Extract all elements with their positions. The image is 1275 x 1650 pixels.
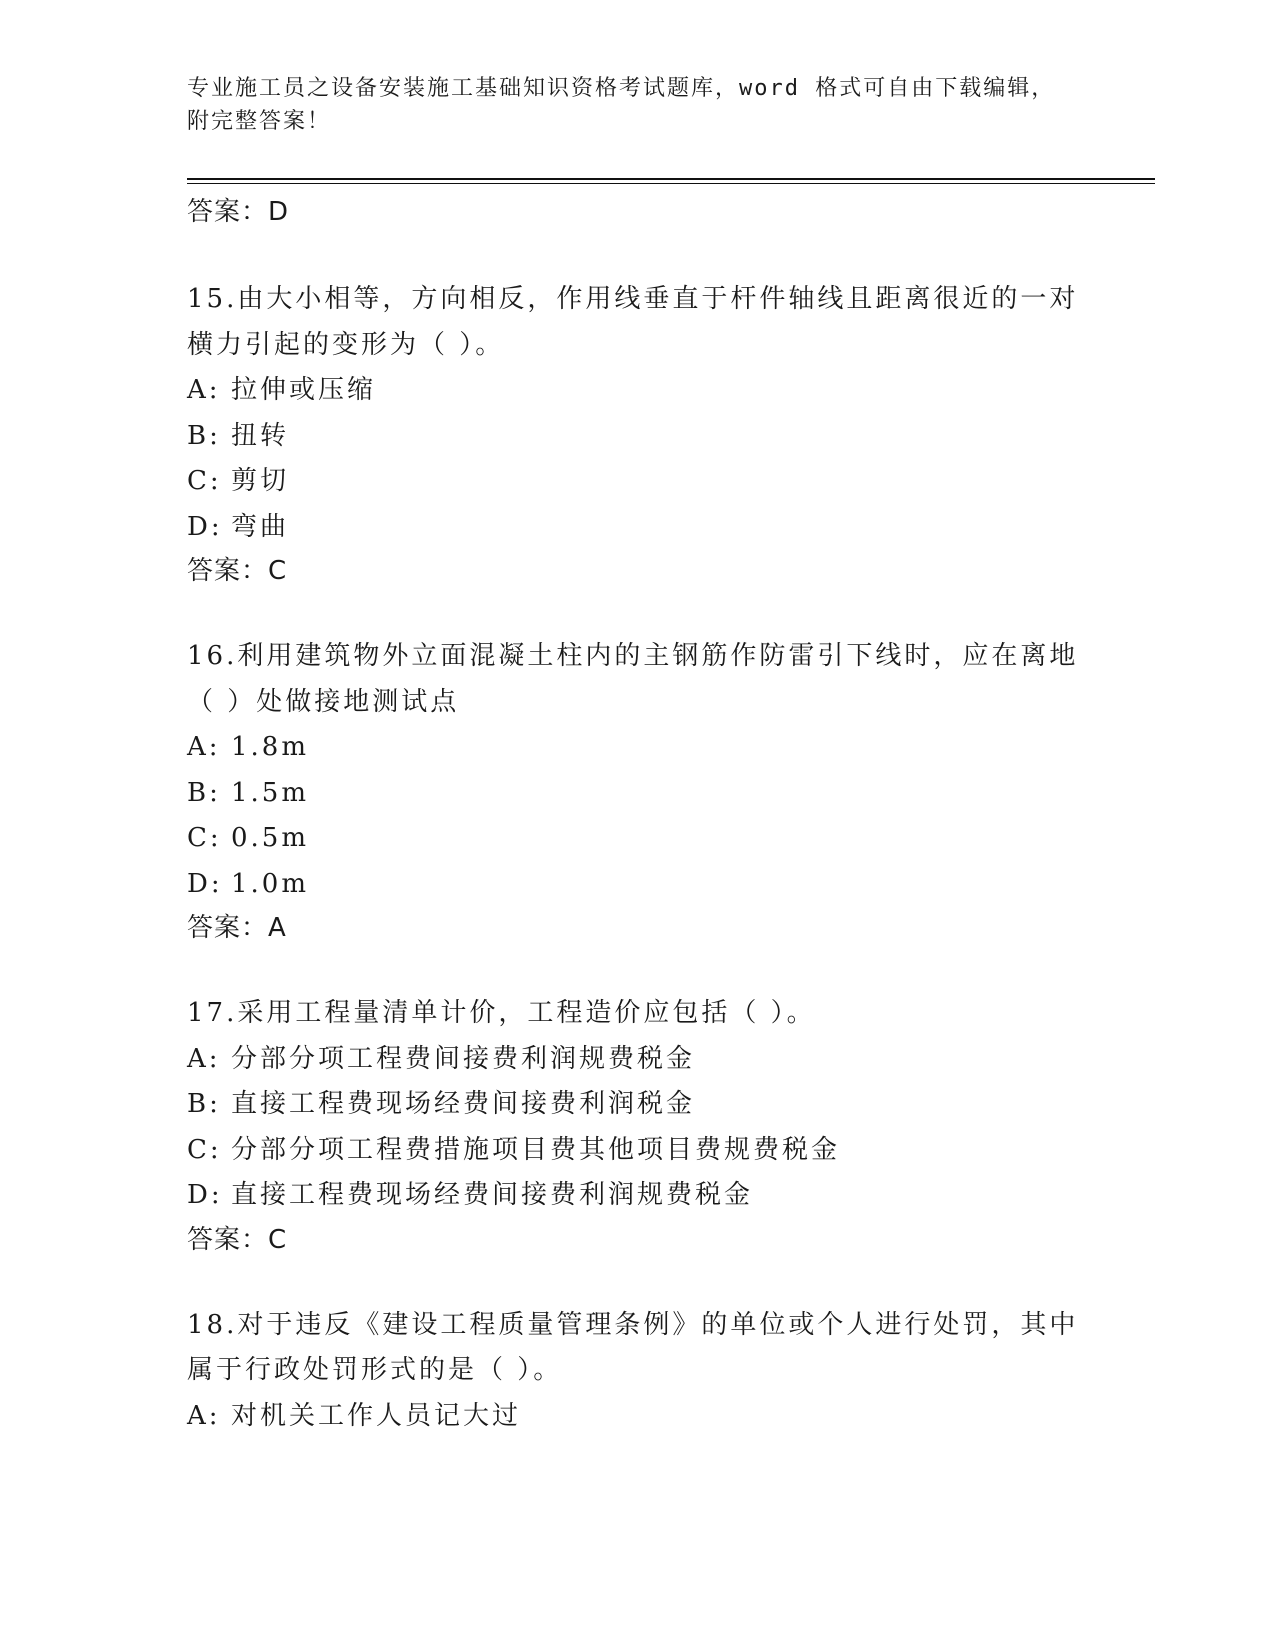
- option-text: 扭转: [231, 420, 290, 451]
- question-stem-line: 属于行政处罚形式的是（ ）。: [187, 1355, 563, 1385]
- question-15: [187, 277, 1087, 592]
- option-letter: C:: [187, 1134, 222, 1165]
- option-text: 直接工程费现场经费间接费利润规费税金: [231, 1180, 754, 1210]
- question-stem-line: 17.采用工程量清单计价，工程造价应包括（ ）。: [187, 998, 816, 1028]
- option-letter: A:: [187, 1043, 221, 1074]
- header-title-line-1: 专业施工员之设备安装施工基础知识资格考试题库，word 格式可自由下载编辑，: [187, 76, 1056, 101]
- option-text: 拉伸或压缩: [231, 375, 377, 405]
- option-a: [187, 368, 1087, 414]
- option-letter: B:: [187, 1089, 221, 1119]
- header-divider-thin: [187, 183, 1155, 184]
- header-divider-thick: [187, 178, 1155, 180]
- question-17: [187, 991, 1087, 1261]
- option-text: 分部分项工程费措施项目费其他项目费规费税金: [231, 1134, 841, 1165]
- option-a: [187, 1037, 1087, 1083]
- option-text: 对机关工作人员记大过: [231, 1400, 522, 1431]
- option-letter: A:: [187, 732, 221, 762]
- option-text: 剪切: [231, 466, 290, 496]
- option-d: [187, 1173, 1087, 1219]
- question-stem-line: （ ）处做接地测试点: [187, 686, 460, 717]
- previous-question-answer-block: [187, 191, 289, 233]
- option-c: [187, 816, 1087, 862]
- option-a: [187, 725, 1087, 771]
- option-text: 1.8m: [231, 732, 310, 762]
- option-text: 0.5m: [231, 823, 310, 853]
- header-title-line-2: 附完整答案！: [187, 109, 332, 134]
- option-letter: C:: [187, 823, 222, 853]
- option-letter: D:: [187, 511, 223, 542]
- question-stem-line: 横力引起的变形为（ ）。: [187, 329, 505, 360]
- question-stem-line: 15.由大小相等，方向相反，作用线垂直于杆件轴线且距离很近的一对: [187, 284, 1079, 314]
- option-letter: C:: [187, 466, 222, 496]
- question-answer: 答案：C: [187, 556, 288, 586]
- option-text: 分部分项工程费间接费利润规费税金: [231, 1043, 696, 1074]
- question-answer: 答案：C: [187, 1224, 288, 1255]
- option-letter: D:: [187, 1180, 223, 1210]
- option-b: [187, 771, 1087, 817]
- question-stem-line: 18.对于违反《建设工程质量管理条例》的单位或个人进行处罚，其中: [187, 1309, 1079, 1340]
- option-a: [187, 1394, 1087, 1440]
- option-b: [187, 1082, 1087, 1128]
- option-d: [187, 505, 1087, 551]
- document-header: [187, 72, 1067, 138]
- question-list: [187, 277, 1087, 1481]
- option-text: 直接工程费现场经费间接费利润税金: [231, 1089, 696, 1119]
- option-letter: B:: [187, 420, 221, 451]
- option-letter: A:: [187, 1400, 221, 1431]
- option-c: [187, 459, 1087, 505]
- question-18: [187, 1303, 1087, 1440]
- previous-question-answer: 答案：D: [187, 197, 290, 227]
- question-stem-line: 16.利用建筑物外立面混凝土柱内的主钢筋作防雷引下线时，应在离地: [187, 641, 1079, 671]
- option-letter: A:: [187, 375, 221, 405]
- option-letter: B:: [187, 777, 221, 808]
- option-text: 弯曲: [231, 511, 290, 542]
- option-letter: D:: [187, 868, 223, 899]
- option-c: [187, 1128, 1087, 1174]
- option-text: 1.0m: [231, 868, 310, 899]
- option-d: [187, 862, 1087, 908]
- question-answer: 答案：A: [187, 913, 287, 943]
- option-b: [187, 414, 1087, 460]
- option-text: 1.5m: [231, 777, 310, 808]
- question-16: [187, 634, 1087, 949]
